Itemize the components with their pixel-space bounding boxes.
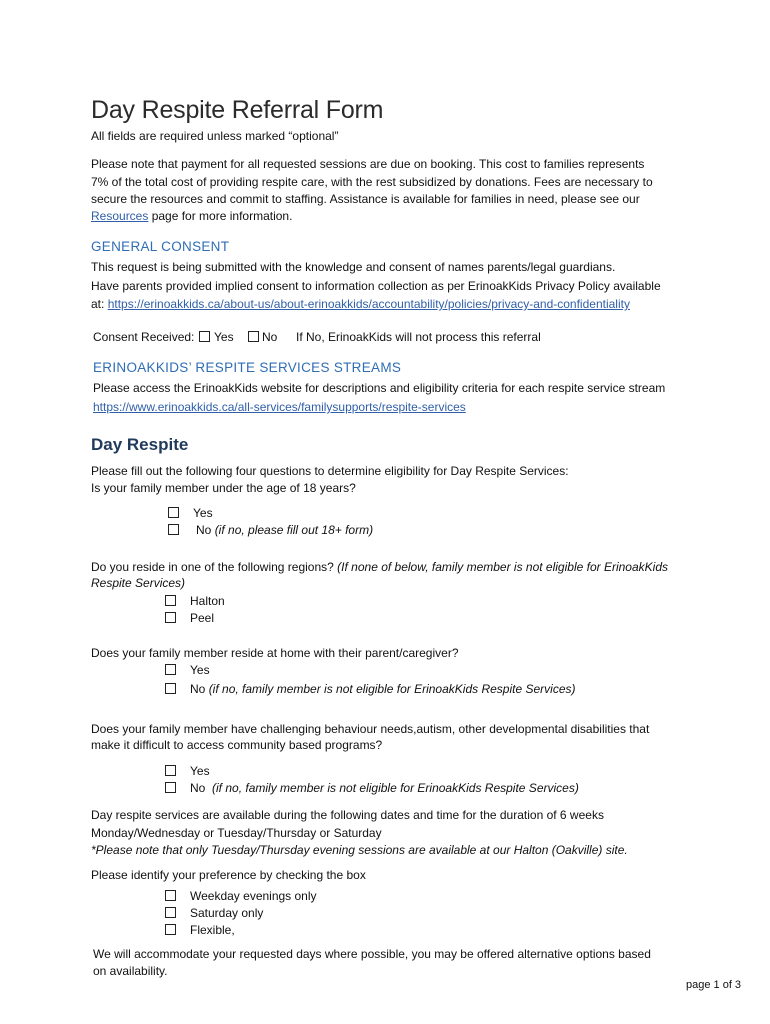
consent-yes-checkbox[interactable] — [199, 331, 210, 342]
consent-note: If No, ErinoakKids will not process this referral — [296, 330, 541, 344]
q3-no-checkbox[interactable] — [165, 683, 176, 694]
q1-question: Is your family member under the age of 18 years? — [91, 481, 356, 495]
respite-services-link[interactable]: https://www.erinoakkids.ca/all-services/familysupports/respite-services — [93, 400, 466, 414]
q4-line-1: Does your family member have challenging behaviour needs,autism, other developmental disabilities that — [91, 722, 650, 736]
consent-yes-label: Yes — [214, 330, 234, 344]
q2-peel-label: Peel — [190, 611, 215, 625]
pref-flexible-checkbox[interactable] — [165, 924, 176, 935]
resources-link[interactable]: Resources — [91, 209, 149, 223]
q4-line-2: make it difficult to access community based programs? — [91, 738, 383, 752]
q4-yes-label: Yes — [190, 764, 210, 778]
accommodate-line-1: We will accommodate your requested days where possible, you may be offered alternative options based — [93, 947, 651, 961]
day-respite-heading: Day Respite — [91, 435, 189, 454]
consent-at-prefix: at: — [91, 297, 108, 311]
intro-line-3: secure the resources and commit to staffing. Assistance is available for families in need, please see our — [91, 192, 640, 206]
q3-question: Does your family member reside at home with their parent/caregiver? — [91, 646, 459, 660]
intro-line-1: Please note that payment for all requested sessions are due on booking. This cost to families represents — [91, 157, 645, 171]
q3-yes-label: Yes — [190, 663, 210, 677]
q1-no-checkbox[interactable] — [168, 524, 179, 535]
q1-yes-checkbox[interactable] — [168, 507, 179, 518]
consent-line-3 — [91, 296, 630, 313]
schedule-line-1: Day respite services are available during the following dates and time for the duration of 6 weeks — [91, 808, 604, 822]
q3-no-note: (if no, family member is not eligible for ErinoakKids Respite Services) — [208, 682, 576, 696]
consent-received-label: Consent Received: — [93, 330, 195, 344]
q2-question-line — [91, 559, 668, 576]
preference-question: Please identify your preference by checking the box — [91, 868, 366, 882]
q4-no-label — [190, 780, 579, 797]
general-consent-heading: GENERAL CONSENT — [91, 239, 230, 254]
q2-halton-label: Halton — [190, 594, 225, 608]
privacy-policy-link[interactable]: https://erinoakkids.ca/about-us/about-erinoakkids/accountability/policies/privacy-and-confidentiality — [107, 297, 630, 311]
q1-no-text: No — [196, 523, 212, 537]
q3-no-text: No — [190, 682, 206, 696]
schedule-line-3: *Please note that only Tuesday/Thursday evening sessions are available at our Halton (Oakville) site. — [91, 843, 628, 857]
pref-weekday-checkbox[interactable] — [165, 890, 176, 901]
page-number: page 1 of 3 — [686, 979, 742, 991]
q1-no-label — [196, 522, 373, 539]
streams-heading: ERINOAKKIDS’ RESPITE SERVICES STREAMS — [93, 360, 402, 375]
intro-line-4-text: page for more information. — [148, 209, 293, 223]
intro-line-4 — [91, 208, 292, 225]
q3-no-label — [190, 681, 576, 698]
page-title: Day Respite Referral Form — [91, 96, 384, 124]
schedule-line-2: Monday/Wednesday or Tuesday/Thursday or Saturday — [91, 826, 382, 840]
q2-note-line-1: (If none of below, family member is not eligible for ErinoakKids — [337, 560, 668, 574]
q4-no-checkbox[interactable] — [165, 782, 176, 793]
consent-no-checkbox[interactable] — [248, 331, 259, 342]
q1-no-note: (if no, please fill out 18+ form) — [214, 523, 374, 537]
streams-url-line — [93, 399, 466, 416]
q3-yes-checkbox[interactable] — [165, 664, 176, 675]
q2-note-line-2: Respite Services) — [91, 576, 186, 590]
q2-question: Do you reside in one of the following regions? — [91, 560, 334, 574]
pref-saturday-checkbox[interactable] — [165, 907, 176, 918]
pref-weekday-label: Weekday evenings only — [190, 889, 317, 903]
consent-no-label: No — [262, 330, 278, 344]
q1-yes-label: Yes — [193, 506, 213, 520]
accommodate-line-2: on availability. — [93, 964, 168, 978]
q2-halton-checkbox[interactable] — [165, 595, 176, 606]
intro-line-2: 7% of the total cost of providing respite care, with the rest subsidized by donations. Fees are necessary to — [91, 175, 653, 189]
q4-yes-checkbox[interactable] — [165, 765, 176, 776]
pref-saturday-label: Saturday only — [190, 906, 264, 920]
q2-note-line-2-wrap — [91, 575, 185, 592]
consent-line-1: This request is being submitted with the knowledge and consent of names parents/legal guardians. — [91, 260, 616, 274]
q4-no-note: (if no, family member is not eligible for ErinoakKids Respite Services) — [212, 781, 579, 795]
streams-line-1: Please access the ErinoakKids website for descriptions and eligibility criteria for each respite service stream — [93, 381, 666, 395]
subtitle: All fields are required unless marked “optional” — [91, 129, 339, 143]
day-respite-intro: Please fill out the following four questions to determine eligibility for Day Respite Services: — [91, 464, 569, 478]
q2-peel-checkbox[interactable] — [165, 612, 176, 623]
schedule-line-3-wrap — [91, 842, 628, 859]
pref-flexible-label: Flexible, — [190, 923, 235, 937]
consent-line-2: Have parents provided implied consent to information collection as per ErinoakKids Privacy Policy available — [91, 279, 661, 293]
q4-no-text: No — [190, 781, 206, 795]
